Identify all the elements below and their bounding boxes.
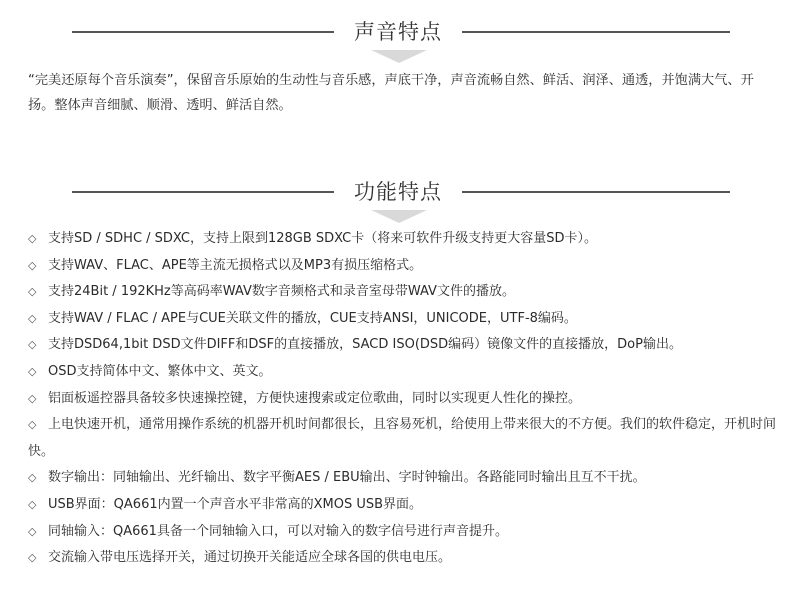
list-item [28, 545, 776, 572]
feature-text: 支持SD / SDHC / SDXC，支持上限到128GB SDXC卡（将来可软件升级支持更大容量SD卡）。 [48, 231, 597, 246]
diamond-bullet-icon: ◇ [28, 471, 37, 485]
sound-section-header [0, 2, 800, 62]
list-item [28, 412, 776, 465]
list-item [28, 306, 776, 333]
feature-text: USB界面：QA661内置一个声音水平非常高的XMOS USB界面。 [48, 496, 423, 512]
divider-line [72, 31, 334, 33]
divider-line [462, 31, 730, 33]
down-arrow-icon [371, 50, 427, 63]
diamond-bullet-icon: ◇ [28, 338, 37, 352]
list-item [28, 492, 776, 519]
list-item [28, 359, 776, 386]
list-item [28, 226, 776, 253]
feature-text: 上电快速开机，通常用操作系统的机器开机时间都很长，且容易死机，给使用上带来很大的不方便。我们的软件稳定，开机时间快。 [28, 417, 777, 459]
diamond-bullet-icon: ◇ [28, 364, 37, 378]
feature-text: 铝面板遥控器具备较多快速操控键，方便快速搜索或定位歌曲，同时以实现更人性化的操控。 [48, 390, 582, 406]
diamond-bullet-icon: ◇ [28, 418, 37, 432]
divider-line [72, 191, 334, 193]
feature-section-title: 功能特点 [354, 180, 442, 204]
divider-line [462, 191, 730, 193]
list-item [28, 519, 776, 546]
list-item [28, 279, 776, 306]
feature-text: 数字输出：同轴输出、光纤输出、数字平衡AES / EBU输出、字时钟输出。各路能同时输出且互不干扰。 [48, 470, 646, 486]
feature-text: 交流输入带电压选择开关，通过切换开关能适应全球各国的供电电压。 [48, 550, 452, 566]
diamond-bullet-icon: ◇ [28, 258, 37, 272]
diamond-bullet-icon: ◇ [28, 285, 37, 299]
feature-text: 支持DSD64,1bit DSD文件DIFF和DSF的直接播放，SACD ISO(DSD编码）镜像文件的直接播放，DoP输出。 [48, 337, 682, 353]
list-item [28, 253, 776, 280]
sound-section-title: 声音特点 [354, 20, 442, 44]
diamond-bullet-icon: ◇ [28, 311, 37, 325]
diamond-bullet-icon: ◇ [28, 391, 37, 405]
list-item [28, 465, 776, 492]
diamond-bullet-icon: ◇ [28, 497, 37, 511]
list-item [28, 332, 776, 359]
feature-section-header [0, 162, 800, 222]
diamond-bullet-icon: ◇ [28, 232, 37, 245]
down-arrow-icon [371, 210, 427, 223]
list-item [28, 386, 776, 413]
diamond-bullet-icon: ◇ [28, 551, 37, 565]
diamond-bullet-icon: ◇ [28, 524, 37, 538]
feature-text: 支持WAV、FLAC、APE等主流无损格式以及MP3有损压缩格式。 [48, 257, 423, 273]
feature-text: 同轴输入：QA661具备一个同轴输入口，可以对输入的数字信号进行声音提升。 [48, 523, 508, 539]
feature-list [28, 226, 776, 572]
feature-text: 支持24Bit / 192KHz等高码率WAV数字音频格式和录音室母带WAV文件的播放。 [48, 284, 515, 300]
feature-text: 支持WAV / FLAC / APE与CUE关联文件的播放，CUE支持ANSI，UNICODE，UTF-8编码。 [48, 310, 577, 326]
sound-description: “完美还原每个音乐演奏”，保留音乐原始的生动性与音乐感，声底干净，声音流畅自然、鲜活、润泽、通透，并饱满大气、开扬。整体声音细腻、顺滑、透明、鲜活自然。 [28, 73, 754, 113]
feature-text: OSD支持简体中文、繁体中文、英文。 [48, 363, 272, 379]
